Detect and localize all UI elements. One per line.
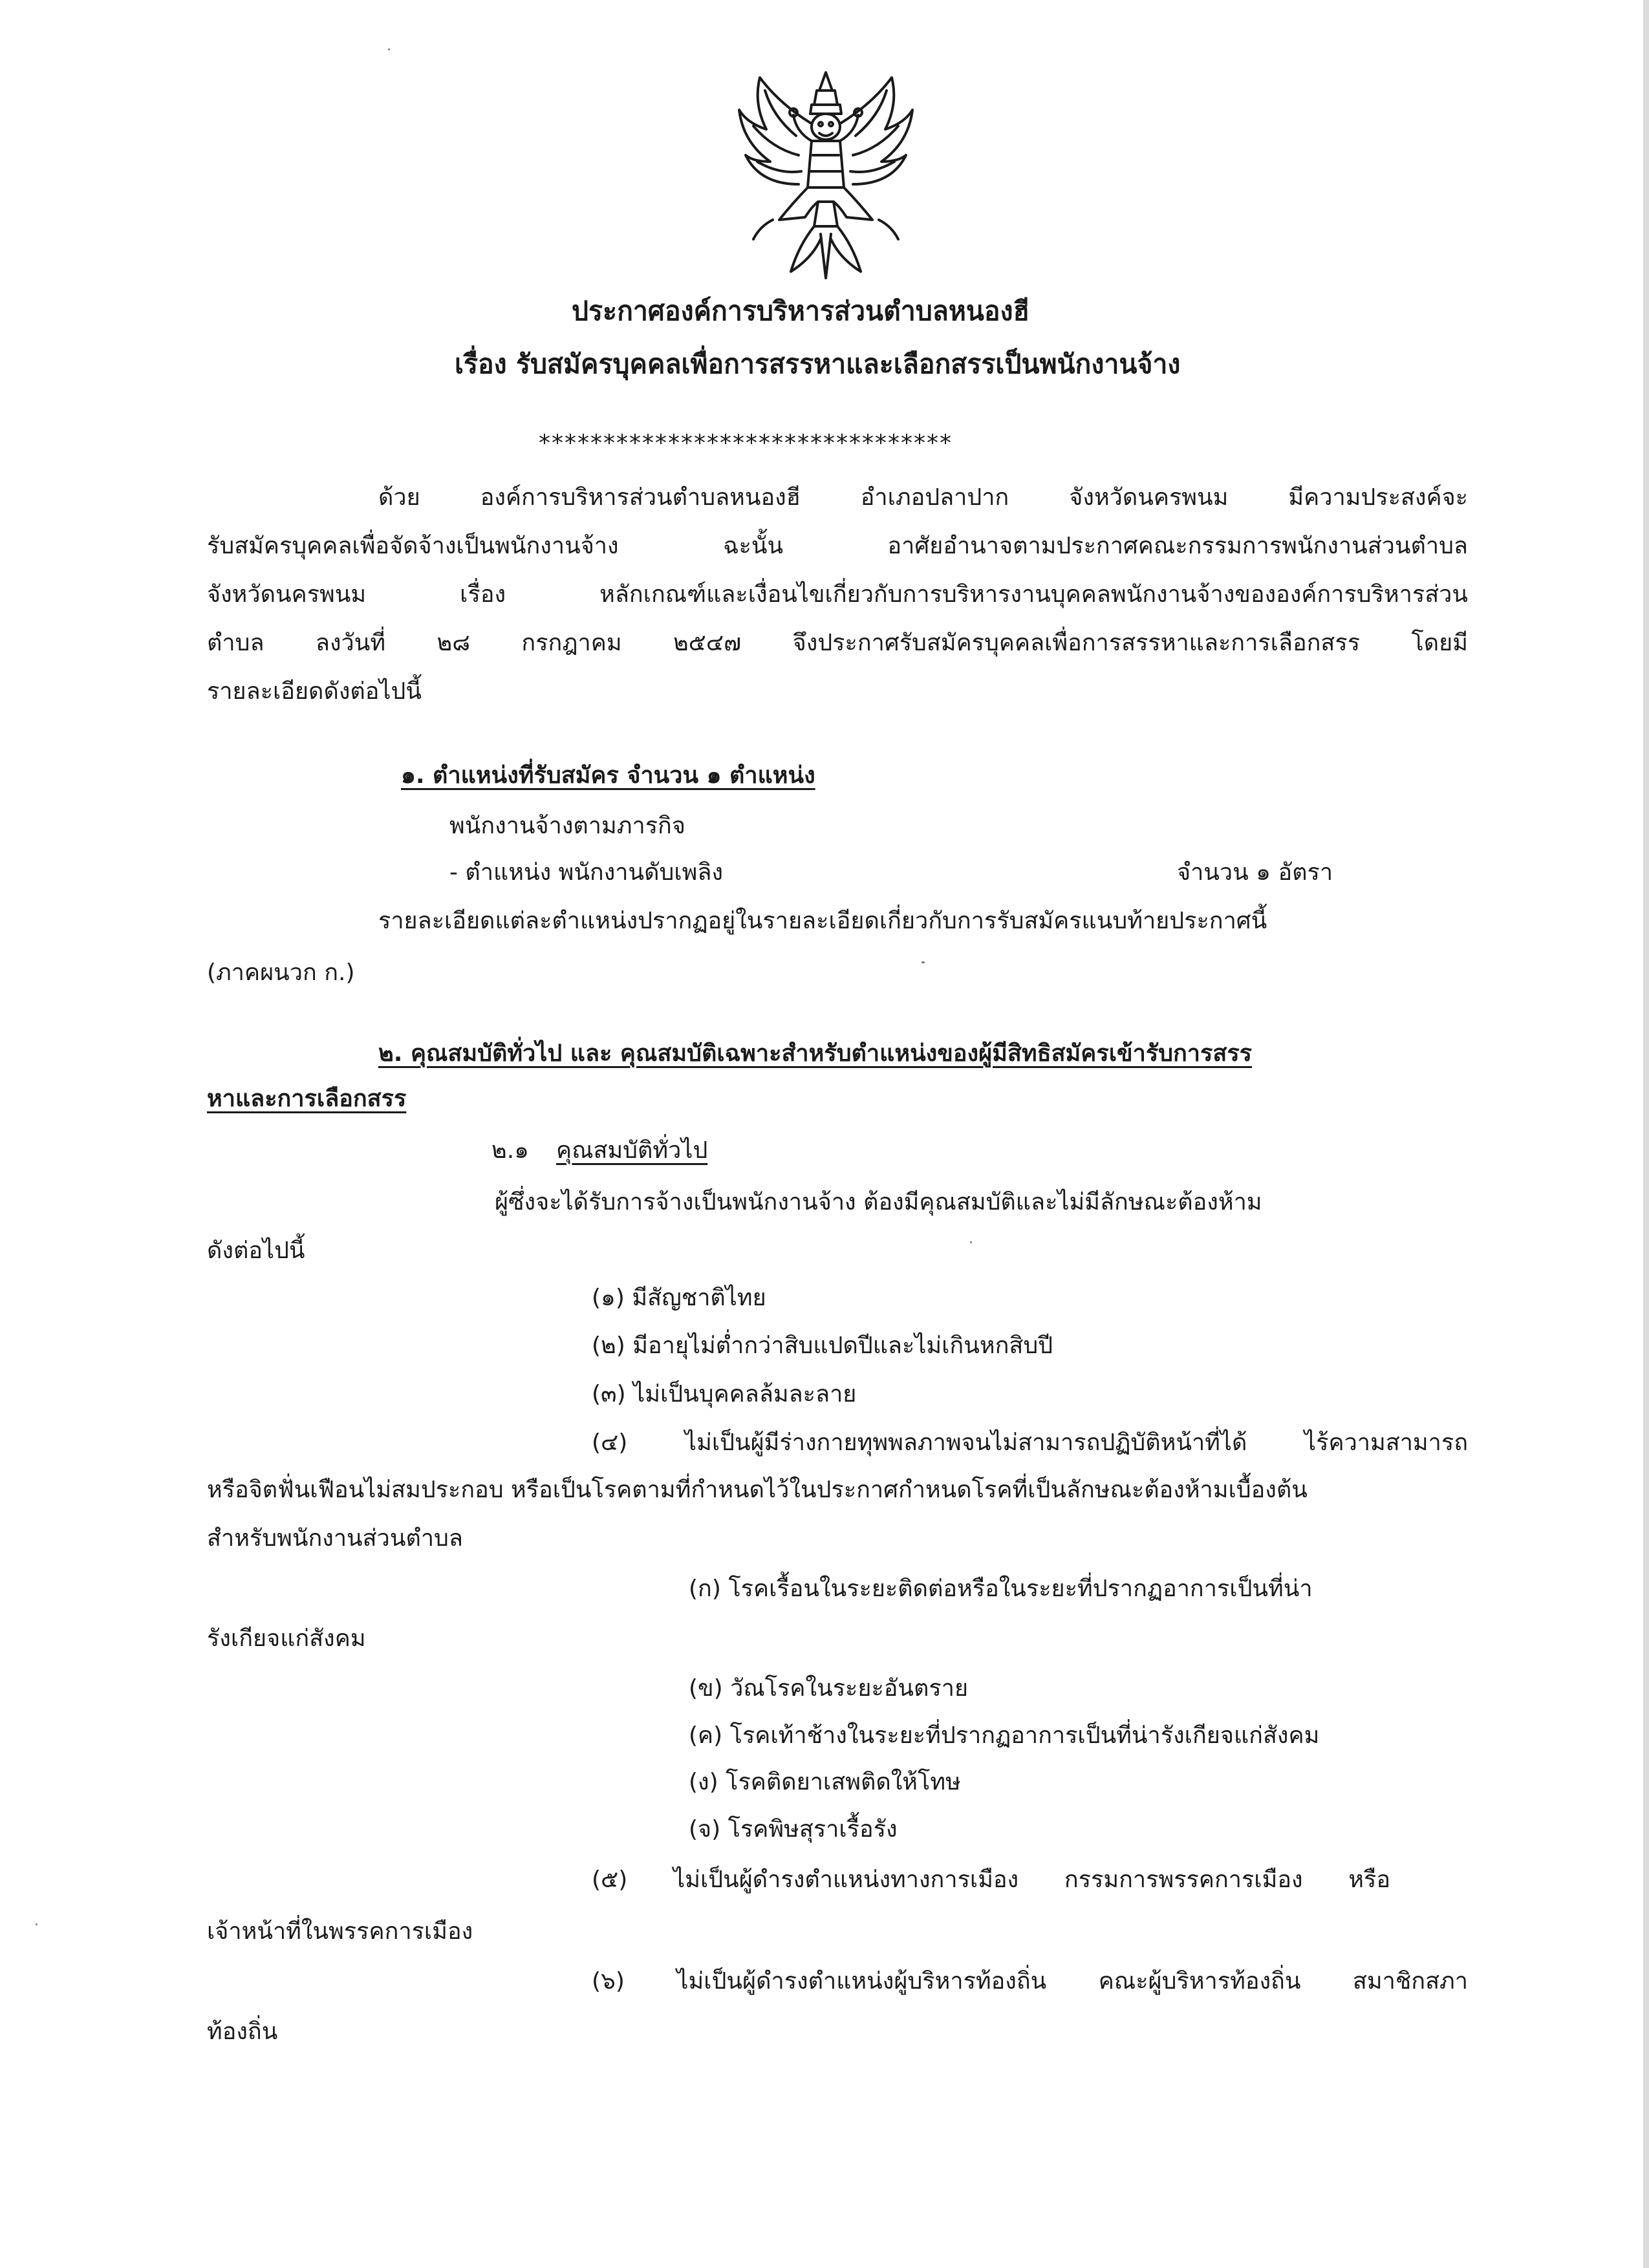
item-1: (๑) มีสัญชาติไทย xyxy=(592,1285,766,1311)
scan-speck xyxy=(36,1923,38,1925)
intro-line-3: จังหวัดนครพนม เรื่อง หลักเกณฑ์และเงื่อนไขเกี่ยวกับการบริหารงานบุคคลพนักงานจ้างขององค์การบริหารส่วน xyxy=(207,581,1468,608)
item-4-line-1: (๔) ไม่เป็นผู้มีร่างกายทุพพลภาพจนไม่สามารถปฏิบัติหน้าที่ได้ ไร้ความสามารถ xyxy=(592,1429,1468,1456)
item-4-kho-2: (ค) โรคเท้าช้างในระยะที่ปรากฏอาการเป็นที่น่ารังเกียจแก่สังคม xyxy=(689,1722,1320,1749)
scan-speck xyxy=(921,961,925,963)
scan-speck xyxy=(970,1241,972,1243)
subsection-intro-line-2: ดังต่อไปนี้ xyxy=(207,1237,305,1264)
section-1-detail: รายละเอียดแต่ละตำแหน่งปรากฏอยู่ในรายละเอียดเกี่ยวกับการรับสมัครแนบท้ายประกาศนี้ xyxy=(378,908,1267,934)
intro-line-2: รับสมัครบุคคลเพื่อจัดจ้างเป็นพนักงานจ้าง ฉะนั้น อาศัยอำนาจตามประกาศคณะกรรมการพนักงานส่วนตำบล xyxy=(207,533,1468,559)
scan-speck xyxy=(388,48,390,50)
subsection-intro-line-1: ผู้ซึ่งจะได้รับการจ้างเป็นพนักงานจ้าง ต้องมีคุณสมบัติและไม่มีลักษณะต้องห้าม xyxy=(495,1189,1262,1215)
section-1-count: จำนวน ๑ อัตรา xyxy=(1177,859,1333,886)
announcement-title: ประกาศองค์การบริหารส่วนตำบลหนองฮี xyxy=(572,295,1029,326)
section-1-position: - ตำแหน่ง พนักงานดับเพลิง xyxy=(449,859,724,886)
separator-stars: ******************************** xyxy=(539,430,953,456)
item-5-line-2: เจ้าหน้าที่ในพรรคการเมือง xyxy=(207,1918,473,1945)
item-4-ngo: (ง) โรคติดยาเสพติดให้โทษ xyxy=(689,1769,961,1795)
section-2-heading-line-2: หาและการเลือกสรร xyxy=(207,1086,407,1112)
intro-line-5: รายละเอียดดังต่อไปนี้ xyxy=(207,678,422,705)
announcement-subject: เรื่อง รับสมัครบุคคลเพื่อการสรรหาและเลือกสรรเป็นพนักงานจ้าง xyxy=(455,348,1181,380)
item-4-cho: (จ) โรคพิษสุราเรื้อรัง xyxy=(689,1816,898,1843)
item-5-line-1: (๕) ไม่เป็นผู้ดำรงตำแหน่งทางการเมือง กรรมการพรรคการเมือง หรือ xyxy=(592,1867,1390,1893)
item-2: (๒) มีอายุไม่ต่ำกว่าสิบแปดปีและไม่เกินหกสิบปี xyxy=(592,1332,1053,1359)
item-4-ka-line-2: รังเกียจแก่สังคม xyxy=(207,1625,366,1652)
item-4-line-2: หรือจิตฟั่นเฟือนไม่สมประกอบ หรือเป็นโรคตามที่กำหนดไว้ในประกาศกำหนดโรคที่เป็นลักษณะต้องห้ามเบื้องต้น xyxy=(207,1477,1308,1503)
subsection-2-1-number: ๒.๑ xyxy=(491,1137,530,1164)
item-3: (๓) ไม่เป็นบุคคลล้มละลาย xyxy=(592,1381,857,1407)
section-1-group: พนักงานจ้างตามภารกิจ xyxy=(449,813,685,839)
item-4-ka-line-1: (ก) โรคเรื้อนในระยะติดต่อหรือในระยะที่ปรากฏอาการเป็นที่น่า xyxy=(689,1576,1313,1602)
intro-line-4: ตำบล ลงวันที่ ๒๘ กรกฎาคม ๒๕๔๗ จึงประกาศรับสมัครบุคคลเพื่อการสรรหาและการเลือกสรร โดยมี xyxy=(207,630,1468,656)
section-2-heading-line-1: ๒. คุณสมบัติทั่วไป และ คุณสมบัติเฉพาะสำหรับตำแหน่งของผู้มีสิทธิสมัครเข้ารับการสรร xyxy=(378,1040,1253,1067)
item-6-line-1: (๖) ไม่เป็นผู้ดำรงตำแหน่งผู้บริหารท้องถิ่น คณะผู้บริหารท้องถิ่น สมาชิกสภา xyxy=(592,1968,1468,1995)
item-4-line-3: สำหรับพนักงานส่วนตำบล xyxy=(207,1525,463,1552)
section-1-annex: (ภาคผนวก ก.) xyxy=(207,959,355,986)
intro-line-1: ด้วย องค์การบริหารส่วนตำบลหนองฮี อำเภอปลาปาก จังหวัดนครพนม มีความประสงค์จะ xyxy=(378,484,1468,511)
scan-edge xyxy=(1643,0,1649,2268)
item-6-line-2: ท้องถิ่น xyxy=(207,2018,278,2045)
section-1-heading: ๑. ตำแหน่งที่รับสมัคร จำนวน ๑ ตำแหน่ง xyxy=(401,762,815,789)
subsection-2-1-title: คุณสมบัติทั่วไป xyxy=(556,1137,708,1164)
item-4-kho: (ข) วัณโรคในระยะอันตราย xyxy=(689,1675,969,1702)
garuda-emblem-icon xyxy=(734,65,918,281)
